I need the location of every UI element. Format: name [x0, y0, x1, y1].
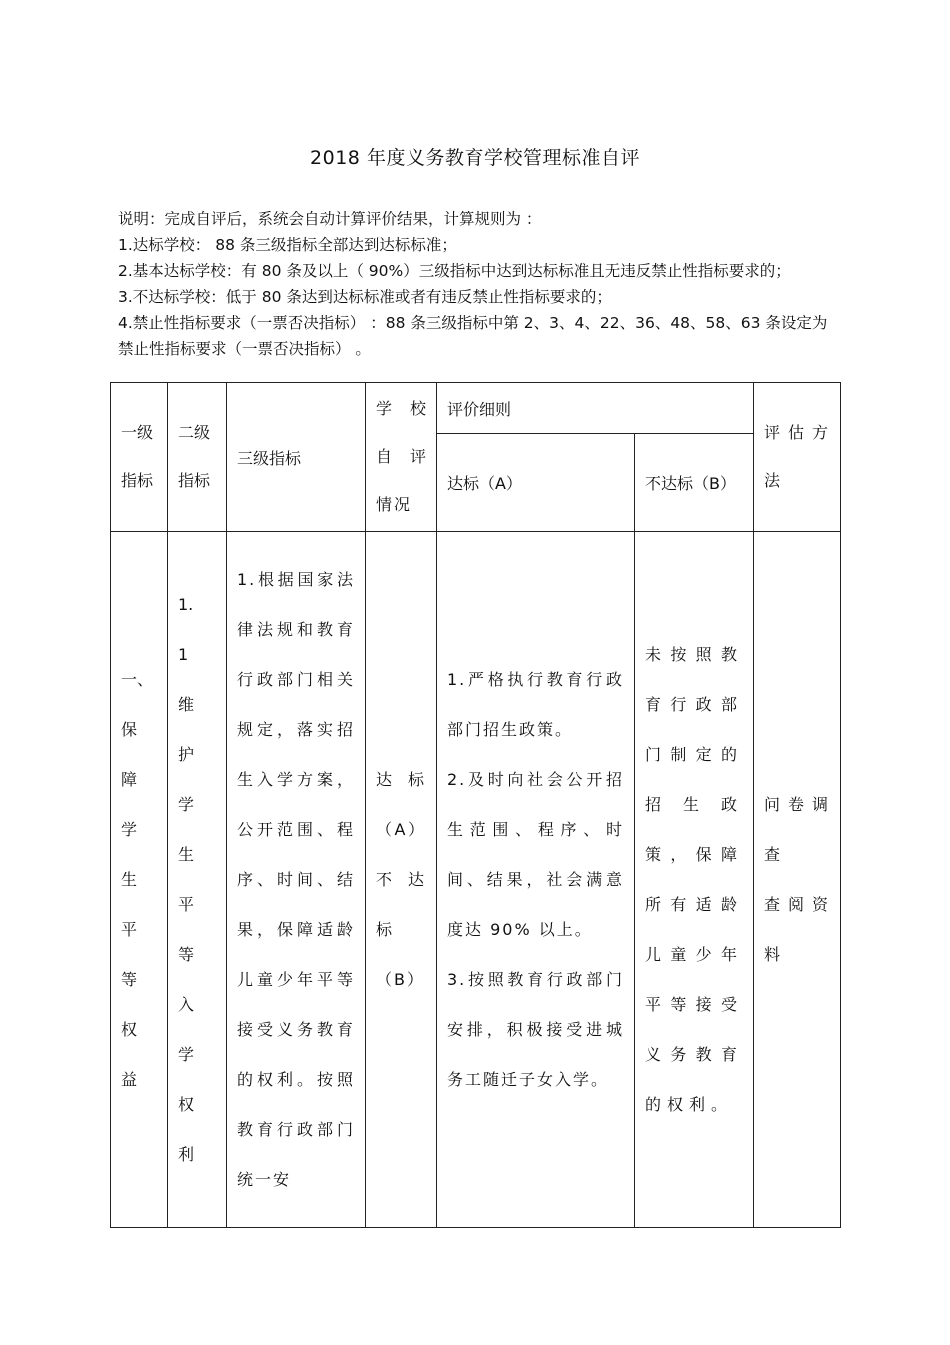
cell-level3-text: 1.根据国家法律法规和教育行政部门相关规定，落实招生入学方案，公开范围、程序、时间、结果，保障适龄儿童少年平等接受义务教育的权利。按照教育行政部门统一安 — [237, 569, 355, 1189]
cell-fail-text: 未按照教育行政部门制定的招生政策，保障所有适龄儿童少年平等接受义务教育的权利。 — [645, 644, 744, 1114]
cell-level1 — [111, 532, 168, 1228]
instruction-intro: 说明：完成自评后，系统会自动计算评价结果，计算规则为 ： — [118, 210, 542, 228]
instructions — [118, 206, 833, 362]
instruction-rule-4: 4.禁止性指标要求（一票否决指标） ：88 条三级指标中第 2、3、4、22、36、48、58、63 条设定为禁止性指标要求（一票否决指标） 。 — [118, 314, 828, 358]
method-item-1: 问卷调查 — [764, 794, 831, 864]
instruction-rule-2: 2.基本达标学校：有 80 条及以上（ 90%）三级指标中达到达标标准且无违反禁止性指标要求的； — [118, 262, 791, 280]
header-level1-label: 一级指标 — [121, 423, 154, 490]
table-row — [111, 532, 841, 1228]
instruction-rule-3: 3.不达标学校：低于 80 条达到达标标准或者有违反禁止性指标要求的； — [118, 288, 612, 306]
header-fail: 不达标（B） — [635, 434, 754, 532]
cell-method — [754, 532, 841, 1228]
pass-item-3: 3.按照教育行政部门安排，积极接受进城务工随迁子女入学。 — [447, 969, 624, 1089]
instruction-rule-1: 1.达标学校： 88 条三级指标全部达到达标标准； — [118, 236, 457, 254]
cell-self-eval-text: 达标（A）不达标（B） — [376, 769, 426, 989]
cell-level3 — [227, 532, 366, 1228]
header-self-eval — [366, 383, 437, 532]
header-method-label: 评估方法 — [764, 423, 831, 490]
cell-level2-text: 1.1维护学生平等入学权利 — [178, 594, 195, 1164]
header-level2 — [168, 383, 227, 532]
header-level1 — [111, 383, 168, 532]
header-self-eval-label: 学校自评情况 — [376, 399, 428, 514]
header-pass: 达标（A） — [437, 434, 635, 532]
cell-fail — [635, 532, 754, 1228]
method-item-2: 查阅资料 — [764, 894, 831, 964]
pass-item-2: 2.及时向社会公开招生范围、程序、时间、结果，社会满意度达 90% 以上。 — [447, 769, 624, 939]
cell-self-eval — [366, 532, 437, 1228]
header-level2-label: 二级指标 — [178, 423, 211, 490]
page-title: 2018 年度义务教育学校管理标准自评 — [310, 147, 640, 169]
header-level3: 三级指标 — [227, 383, 366, 532]
pass-item-1: 1.严格执行教育行政部门招生政策。 — [447, 669, 624, 739]
cell-level1-text: 一、保障学生平等权益 — [121, 669, 154, 1089]
header-criteria: 评价细则 — [437, 383, 754, 434]
cell-level2 — [168, 532, 227, 1228]
evaluation-table — [110, 382, 841, 1228]
cell-pass — [437, 532, 635, 1228]
header-method — [754, 383, 841, 532]
